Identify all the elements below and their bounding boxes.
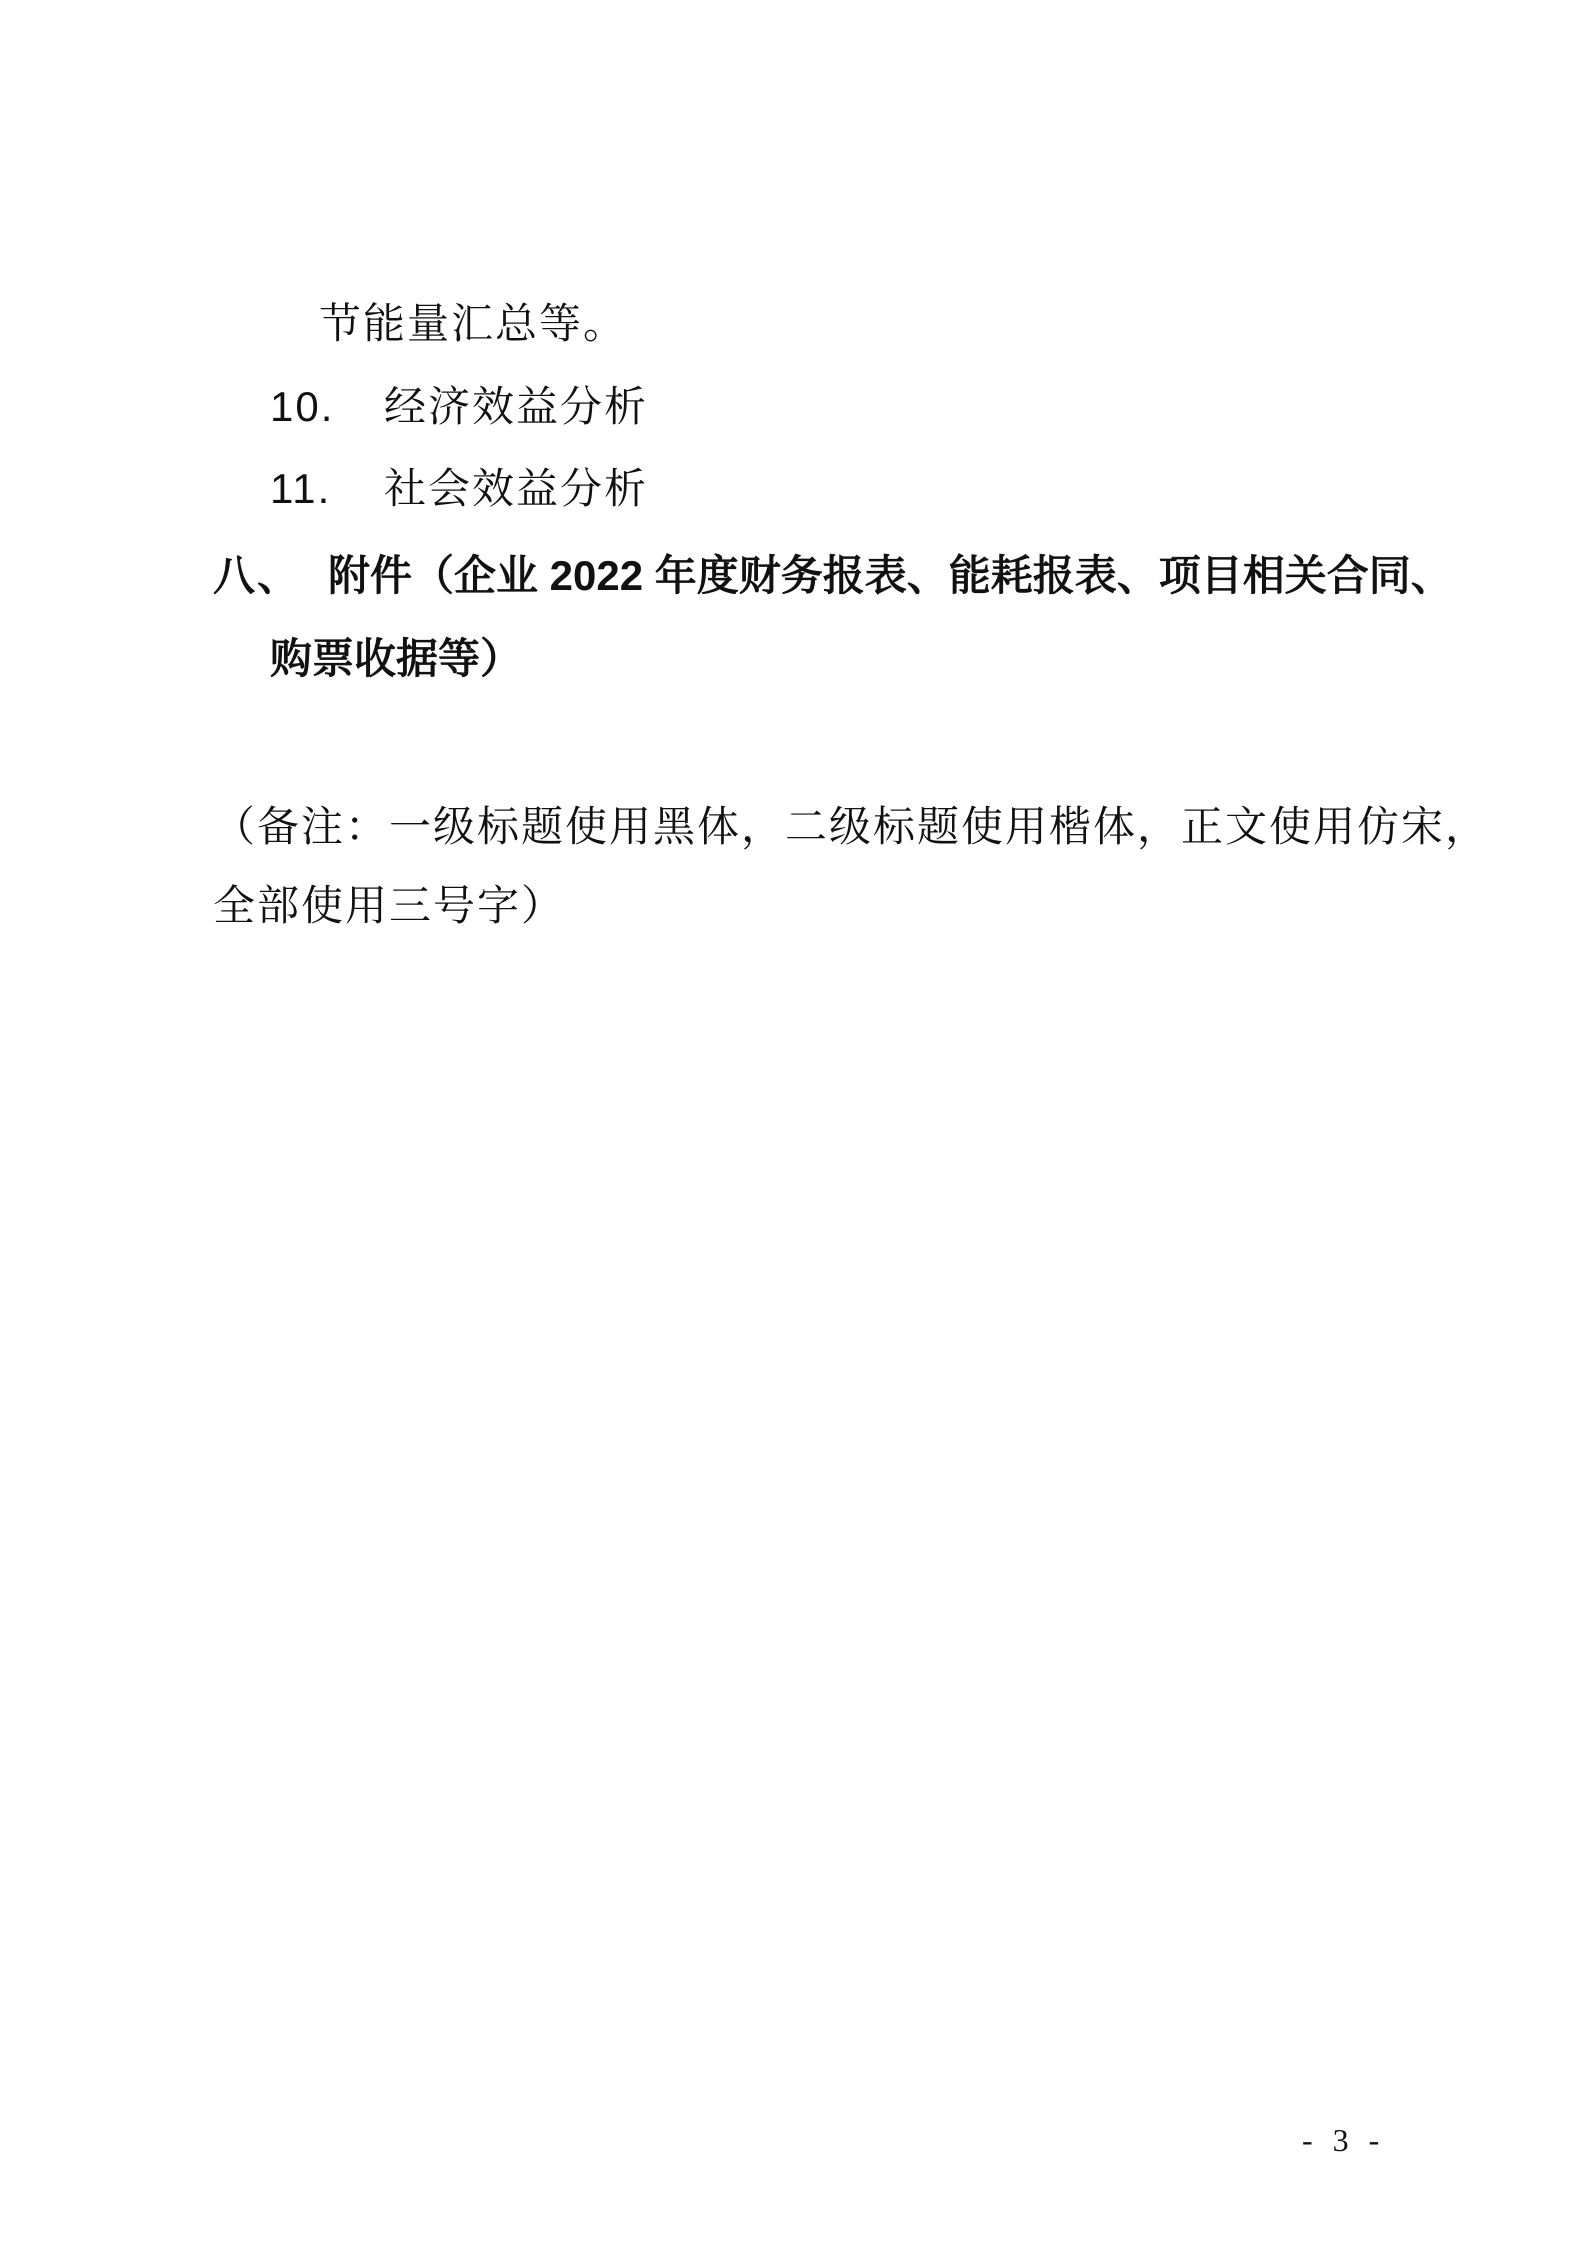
note-line1: （备注：一级标题使用黑体，二级标题使用楷体，正文使用仿宋， (213, 802, 1490, 851)
section-8-number: 八、 (213, 552, 302, 599)
continuation-text: 节能量汇总等。 (319, 299, 628, 348)
section-8-heading-line1: 附件（企业 2022 年度财务报表、能耗报表、项目相关合同、 (328, 552, 1453, 599)
page-number: - 3 - (1302, 2122, 1386, 2158)
item-10-number: 10. (270, 383, 335, 430)
section-8-heading-line2: 购票收据等） (270, 635, 523, 682)
item-11-text: 社会效益分析 (384, 464, 649, 513)
item-11-number: 11. (270, 465, 332, 512)
note-line2: 全部使用三号字） (213, 881, 566, 930)
item-10-text: 经济效益分析 (384, 382, 649, 431)
